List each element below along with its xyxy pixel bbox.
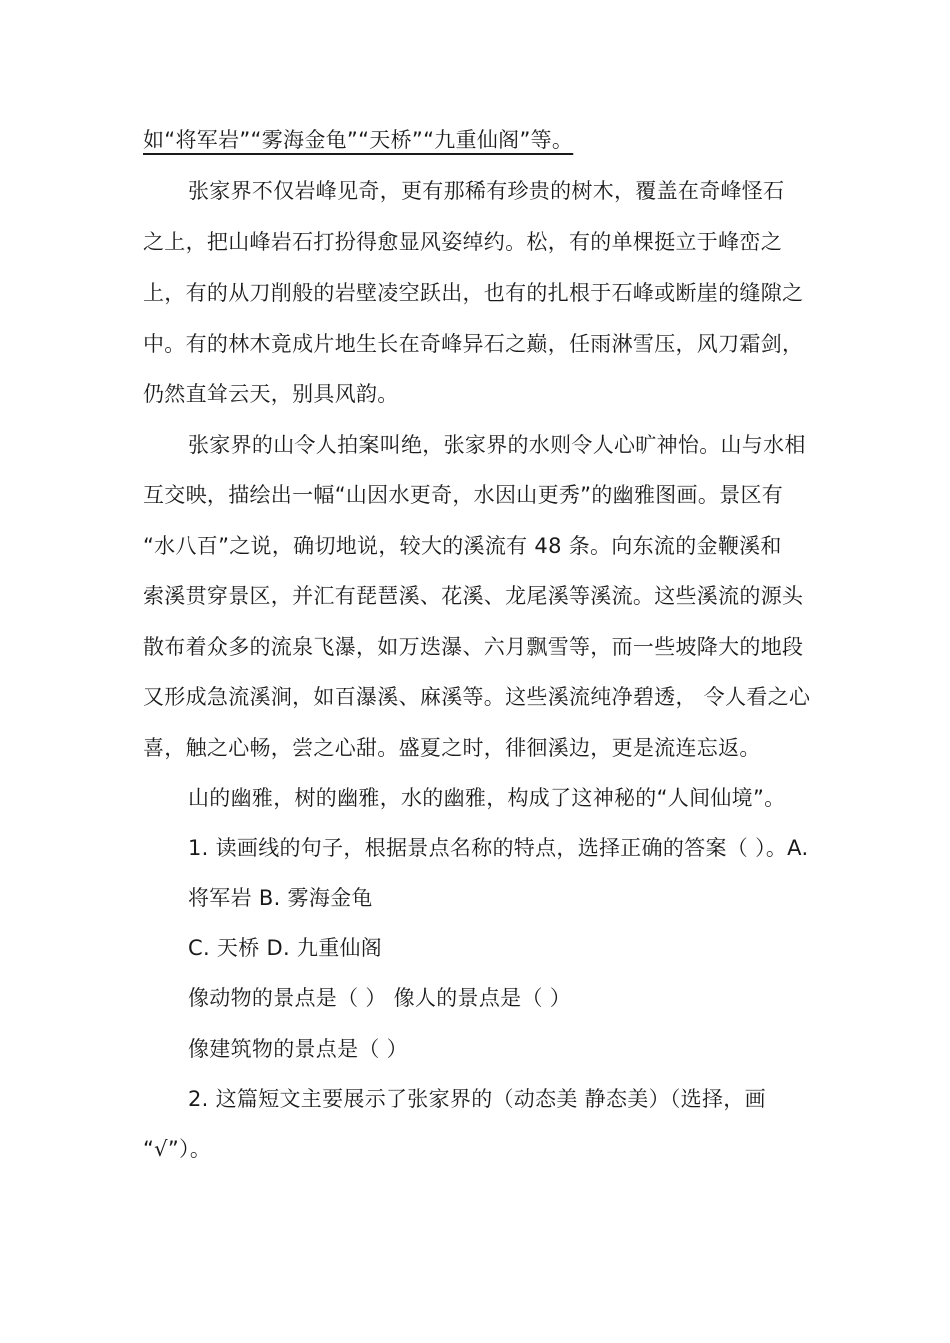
question-2-line-2: “√”）。 [143, 1137, 212, 1161]
question-1-line-1: 1. 读画线的句子，根据景点名称的特点，选择正确的答案（ ）。A. [188, 836, 809, 860]
paragraph-trees-line-4: 中。有的林木竟成片地生长在奇峰异石之巅，任雨淋雪压，风刀霜剑， [143, 332, 804, 356]
paragraph-trees-line-1: 张家界不仅岩峰见奇，更有那稀有珍贵的树木，覆盖在奇峰怪石 [188, 179, 785, 203]
paragraph-water-line-2: 互交映，描绘出一幅“山因水更奇，水因山更秀”的幽雅图画。景区有 [143, 483, 784, 507]
question-1-options-cd: C. 天桥 D. 九重仙阁 [188, 936, 383, 960]
question-1-blank-building: 像建筑物的景点是（ ） [188, 1037, 408, 1061]
paragraph-water-line-7: 喜，触之心畅，尝之心甜。盛夏之时，徘徊溪边，更是流连忘返。 [143, 736, 761, 760]
paragraph-water-line-4: 索溪贯穿景区，并汇有琵琶溪、花溪、龙尾溪等溪流。这些溪流的源头 [143, 584, 804, 608]
paragraph-trees-line-2: 之上，把山峰岩石打扮得愈显风姿绰约。松，有的单棵挺立于峰峦之 [143, 230, 782, 254]
paragraph-trees-line-3: 上，有的从刀削般的岩壁凌空跃出，也有的扎根于石峰或断崖的缝隙之 [143, 281, 804, 305]
paragraph-water-line-3: “水八百”之说，确切地说，较大的溪流有 48 条。向东流的金鞭溪和 [143, 534, 782, 558]
paragraph-water-line-6: 又形成急流溪涧，如百瀑溪、麻溪等。这些溪流纯净碧透， 令人看之心 [143, 685, 811, 709]
question-2-line-1: 2. 这篇短文主要展示了张家界的（动态美 静态美）（选择，画 [188, 1087, 766, 1111]
paragraph-trees-line-5: 仍然直耸云天，别具风韵。 [143, 382, 399, 406]
paragraph-summary: 山的幽雅，树的幽雅，水的幽雅，构成了这神秘的“人间仙境”。 [188, 786, 786, 810]
underlined-sentence: 如“将军岩”“雾海金龟”“天桥”“九重仙阁”等。 [143, 128, 574, 152]
question-1-options-ab: 将军岩 B. 雾海金龟 [188, 886, 373, 910]
paragraph-water-line-1: 张家界的山令人拍案叫绝，张家界的水则令人心旷神怡。山与水相 [188, 433, 806, 457]
paragraph-water-line-5: 散布着众多的流泉飞瀑，如万迭瀑、六月飘雪等，而一些坡降大的地段 [143, 635, 804, 659]
question-1-blanks-animal-person: 像动物的景点是（ ） 像人的景点是（ ） [188, 986, 572, 1010]
